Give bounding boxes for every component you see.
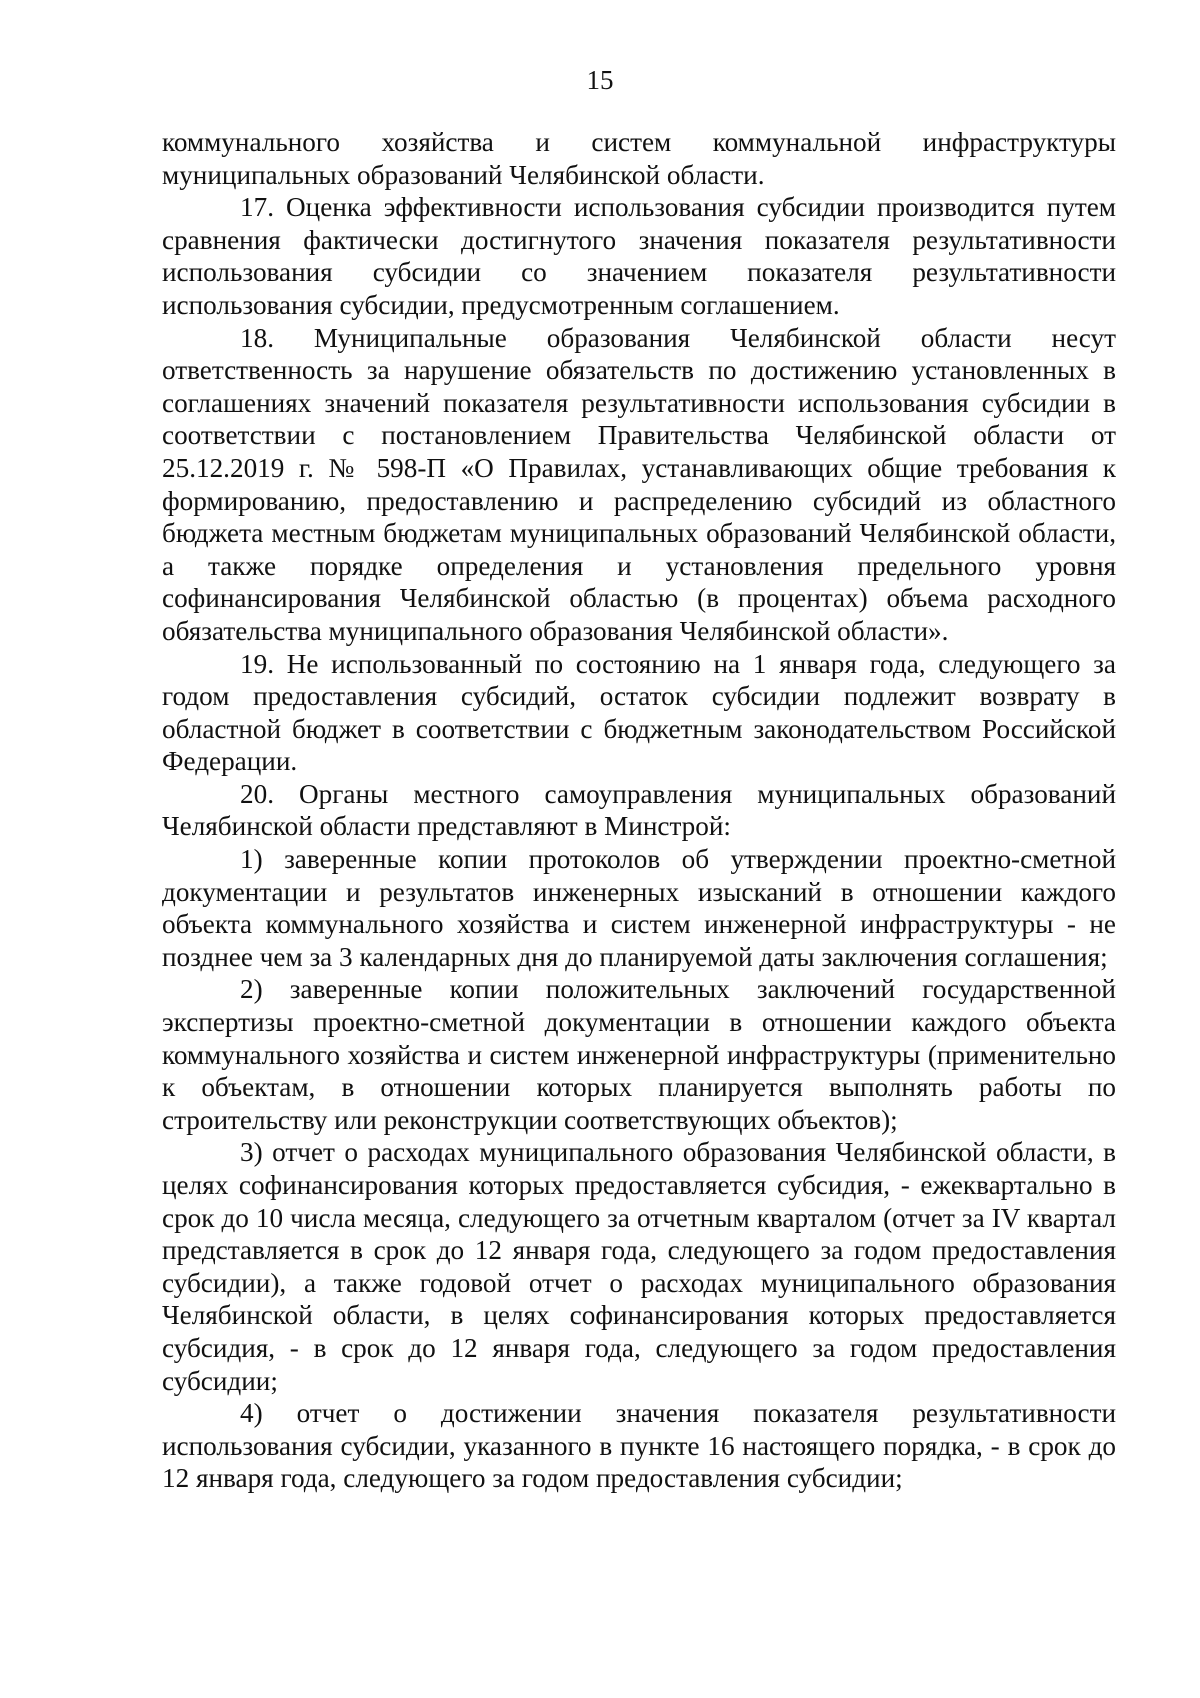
list-item-3: 3) отчет о расходах муниципального образования Челябинской области, в целях софинансирования которых предоставляется субсидия, - ежеквартально в срок до 10 числа месяца, следующего за отчетным кварталом (отчет за IV квартал представляется в срок до 12 января года, следующего за годом предоставления субсидии), а также годовой отчет о расходах муниципального образования Челябинской области, в целях софинансирования которых предоставляется субсидия, - в срок до 12 января года, следующего за годом предоставления субсидии; xyxy=(162,1137,1116,1396)
list-item-4: 4) отчет о достижении значения показателя результативности использования субсидии, указанного в пункте 16 настоящего порядка, - в срок до 12 января года, следующего за годом предоставления субсидии; xyxy=(162,1398,1116,1494)
paragraph-continuation: коммунального хозяйства и систем коммунальной инфраструктуры муниципальных образований Челябинской области. xyxy=(162,127,1116,190)
paragraph-20: 20. Органы местного самоуправления муниципальных образований Челябинской области представляют в Минстрой: xyxy=(162,778,1116,842)
list-item-1: 1) заверенные копии протоколов об утверждении проектно-сметной документации и результатов инженерных изысканий в отношении каждого объекта коммунального хозяйства и систем инженерной инфраструктуры - не позднее чем за 3 календарных дня до планируемой даты заключения соглашения; xyxy=(162,844,1116,972)
list-item-2: 2) заверенные копии положительных заключений государственной экспертизы проектно-сметной документации в отношении каждого объекта коммунального хозяйства и систем инженерной инфраструктуры (применительно к объектам, в отношении которых планируется выполнять работы по строительству или реконструкции соответствующих объектов); xyxy=(162,974,1116,1135)
document-body xyxy=(162,126,1116,1495)
page-number: 15 xyxy=(586,65,614,95)
paragraph-17: 17. Оценка эффективности использования субсидии производится путем сравнения фактически достигнутого значения показателя результативности использования субсидии со значением показателя результативности использования субсидии, предусмотренным соглашением. xyxy=(162,192,1116,320)
paragraph-19: 19. Не использованный по состоянию на 1 января года, следующего за годом предоставления субсидий, остаток субсидии подлежит возврату в областной бюджет в соответствии с бюджетным законодательством Российской Федерации. xyxy=(162,648,1116,777)
paragraph-18: 18. Муниципальные образования Челябинской области несут ответственность за нарушение обязательств по достижению установленных в соглашениях значений показателя результативности использования субсидии в соответствии с постановлением Правительства Челябинской области от 25.12.2019 г. № 598-П «О Правилах, устанавливающих общие требования к формированию, предоставлению и распределению субсидий из областного бюджета местным бюджетам муниципальных образований Челябинской области, а также порядке определения и установления предельного уровня софинансирования Челябинской областью (в процентах) объема расходного обязательства муниципального образования Челябинской области». xyxy=(162,322,1116,646)
